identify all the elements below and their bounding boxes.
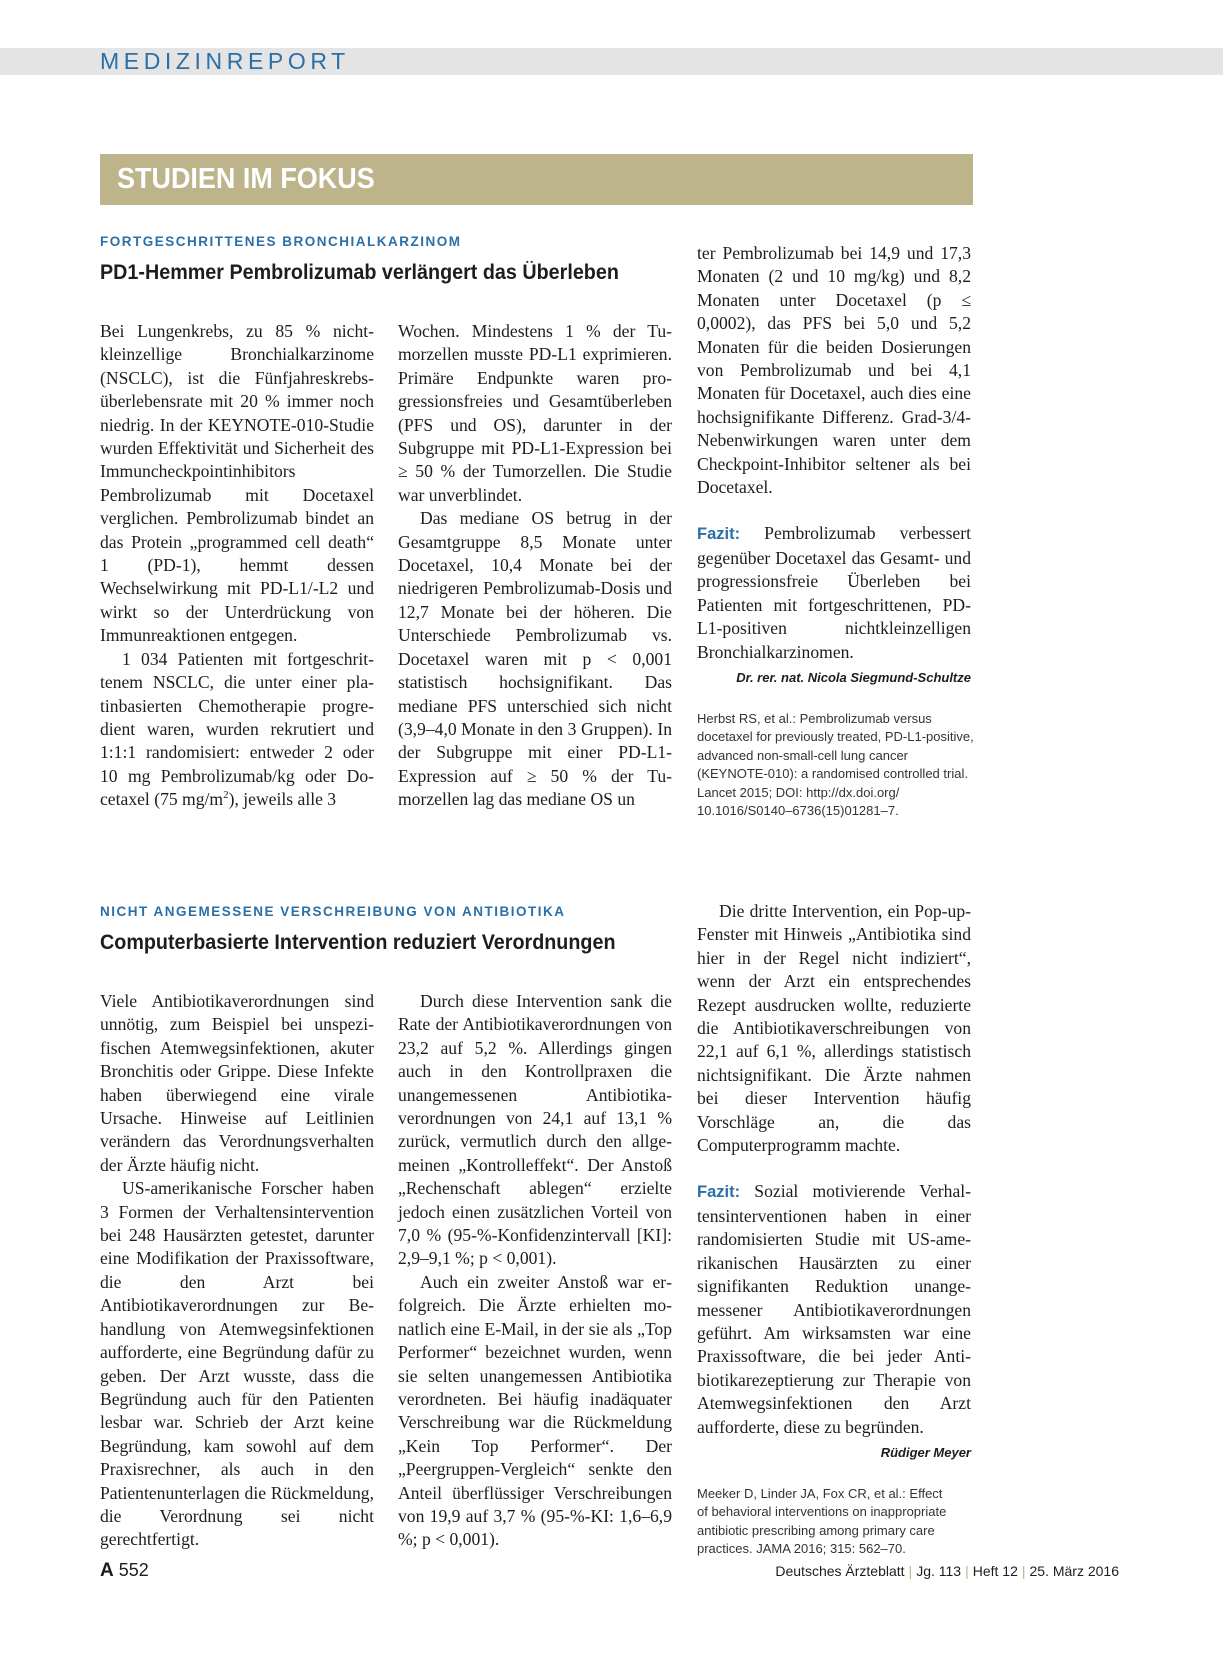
article1-paragraph: ter Pembrolizumab bei 14,9 und 17,3 Monaten (2 und 10 mg/kg) und 8,2 Monaten unter Docetaxel (p ≤ 0,0002), das PFS bei 5,0 und 5,2 Monaten für die beiden Dosierungen von Pembrolizumab und bei 4,1 Monaten für Docetaxel, auch dies eine hochsignifikante Differenz. Grad-3/4-Nebenwirkungen waren unter dem Checkpoint-Inhibitor seltener als bei Docetaxel. [697, 243, 971, 498]
superscript: 2 [223, 789, 229, 802]
page-prefix: A [100, 1560, 114, 1581]
article1-headline: PD1-Hemmer Pembrolizumab verlängert das Überleben [100, 261, 619, 284]
article2-paragraph: Auch ein zweiter Anstoß war erfolgreich. Die Ärzte erhielten monatlich eine E-Mail, in der sie als „Top Performer“ bezeichnet wurden, wenn sie selten unangemessen Antibiotika verordneten. Bei häufig inadäquater Verschreibung war die Rückmeldung „Kein Top Performer“. Der „Peergruppen-Vergleich“ senkte den Anteil überflüssiger Verschreibungen von 19,9 auf 3,7 % (95-%-KI: 1,6–6,9 %; p < 0,001). [398, 1271, 672, 1550]
article1-reference [697, 710, 974, 821]
reference-line: Lancet 2015; DOI: http://dx.doi.org/ [697, 784, 900, 800]
footer-separator: | [908, 1563, 913, 1579]
footer-separator: | [965, 1563, 969, 1579]
article2-kicker: NICHT ANGEMESSENE VERSCHREIBUNG VON ANTIBIOTIKA [100, 904, 566, 919]
article2-headline: Computerbasierte Intervention reduziert Verordnungen [100, 931, 616, 954]
reference-line: practices. JAMA 2016; 315: 562–70. [697, 1541, 906, 1557]
article1-column-1 [100, 320, 374, 812]
paragraph-text: 1 034 Patienten mit fortgeschrittenem NSCLC, die unter einer platinbasierten Chemotherapie progredient waren, wurden rekrutiert und 1:1:1 randomisiert: entweder 2 oder 10 mg Pembrolizumab/kg oder Docetaxel (75 mg/m [100, 648, 374, 810]
article2-paragraph: US-amerikanische Forscher haben 3 Formen der Verhaltensintervention bei 248 Hausärzten getestet, darunter eine Modifikation der Praxissoftware, die den Arzt bei Antibiotikaverordnungen zur Behandlung von Atemwegsinfektionen aufforderte, eine Begründung dafür zu geben. Der Arzt wusste, dass die Begründung auch für den Patienten lesbar war. Schrieb der Arzt keine Begründung, kam sowohl auf dem Praxisrechner, als auch in den Patientenunterlagen die Rückmeldung, die Verordnung sei nicht gerechtfertigt. [100, 1178, 374, 1550]
journal-date: 25. März 2016 [1029, 1563, 1119, 1579]
article2-reference [697, 1485, 971, 1559]
fazit-label: Fazit: [697, 525, 741, 544]
article2-paragraph: Durch diese Intervention sank die Rate der Antibiotikaverordnungen von 23,2 auf 5,2 %. Allerdings gingen auch in den Kontrollpraxen die unangemessenen Antibiotikaverordnungen von 24,1 auf 13,1 % zurück, vermutlich durch den allgemeinen „Kontrolleffekt“. Der Anstoß „Rechenschaft ablegen“ erzielte jedoch einen zusätzlichen Vorteil von 7,0 % (95-%-Konfidenzintervall [KI]: 2,9–9,1 %; p < 0,001). [398, 991, 672, 1269]
page-number-value: 552 [118, 1560, 149, 1580]
journal-volume: Jg. 113 [916, 1563, 962, 1579]
reference-line: advanced non-small-cell lung cancer [697, 747, 909, 763]
reference-line: docetaxel for previously treated, PD-L1-positive, [697, 729, 974, 745]
article1-paragraph: Wochen. Mindestens 1 % der Tumorzellen musste PD-L1 exprimieren. Primäre Endpunkte waren progressionsfreies und Gesamtüberleben (PFS und OS), darunter in der Subgruppe mit PD-L1-Expression bei ≥ 50 % der Tumorzellen. Die Studie war unverblindet. [398, 321, 672, 505]
article2-paragraph: Die dritte Intervention, ein Pop-up-Fenster mit Hinweis „Antibiotika sind hier in der Regel nicht indiziert“, wenn der Arzt ein entsprechendes Rezept ausdrucken wollte, reduzierte die Antibiotikaverschreibungen von 22,1 auf 6,1 %, allerdings statistisch nichtsignifikant. Die Ärzte nahmen bei dieser Intervention häufig Vorschläge an, die das Computerprogramm machte. [697, 901, 971, 1156]
article2-column-2 [398, 990, 672, 1552]
article2-author: Rüdiger Meyer [880, 1444, 971, 1460]
reference-line: Herbst RS, et al.: Pembrolizumab versus [697, 710, 932, 726]
article2-column-1 [100, 990, 374, 1552]
banner-title: STUDIEN IM FOKUS [117, 163, 375, 195]
article1-author: Dr. rer. nat. Nicola Siegmund-Schultze [736, 669, 971, 685]
section-label: MEDIZINREPORT [100, 48, 350, 74]
article1-paragraph: Das mediane OS betrug in der Gesamtgruppe 8,5 Monate unter Docetaxel, 10,4 Monate bei der niedrigeren Pembrolizumab-Dosis und 12,7 Monate bei der höheren. Die Unterschiede Pembrolizumab vs. Docetaxel waren mit p < 0,001 statistisch hochsignifikant. Das mediane PFS unterschied sich nicht (3,9–4,0 Monate in den 3 Gruppen). In der Subgruppe mit einer PD-L1-Expression auf ≥ 50 % der Tumorzellen lag das mediane OS un [398, 508, 672, 810]
article1-paragraph: Bei Lungenkrebs, zu 85 % nichtkleinzellige Bronchialkarzinome (NSCLC), ist die Fünfjahreskrebsüberlebensrate mit 20 % immer noch niedrig. In der KEYNOTE-010-Studie wurden Effektivität und Sicherheit des Immuncheckpointinhibitors Pembrolizumab mit Docetaxel verglichen. Pembrolizumab bindet an das Protein „programmed cell death“ 1 (PD-1), hemmt dessen Wechselwirkung mit PD-L1/-L2 und wirkt so der Unterdrückung von Immunreaktionen entgegen. [100, 321, 374, 646]
reference-line: 10.1016/S0140–6736(15)01281–7. [697, 803, 899, 819]
article2-column-3 [697, 900, 971, 1559]
reference-line: (KEYNOTE-010): a randomised controlled trial. [697, 766, 968, 782]
reference-line: of behavioral interventions on inappropriate [697, 1504, 947, 1520]
fazit-text: Pembrolizumab verbessert gegenüber Docetaxel das Gesamt- und progressionsfreie Überleben bei Patienten mit fortgeschrittenen, PD-L1-positiven nichtkleinzelligen Bronchialkarzinomen. [697, 523, 971, 662]
page-number [100, 1560, 149, 1582]
fazit-label: Fazit: [697, 1183, 741, 1202]
article1-column-3 [697, 242, 974, 821]
journal-issue: Heft 12 [972, 1563, 1018, 1579]
footer-separator: | [1021, 1563, 1026, 1579]
article1-paragraph [100, 648, 374, 812]
journal-name: Deutsches Ärzteblatt [775, 1563, 905, 1579]
fazit-text: Sozial motivierende Verhaltensinterventionen haben in einer randomisierten Studie mit US-amerikanischen Hausärzten zu einer signifikanten Reduktion unangemessener Antibiotikaverordnungen geführt. Am wirksamsten war eine Praxissoftware, die bei jeder Antibiotikarezeptierung zur Therapie von Atemwegsinfektionen den Arzt aufforderte, diese zu begründen. [697, 1181, 971, 1437]
reference-line: antibiotic prescribing among primary care [697, 1522, 935, 1538]
article2-fazit [697, 1180, 971, 1438]
article1-column-2 [398, 320, 672, 812]
journal-footer [775, 1563, 1119, 1579]
paragraph-text: ), jeweils alle 3 [228, 789, 337, 810]
article1-kicker: FORTGESCHRITTENES BRONCHIALKARZINOM [100, 234, 462, 249]
article1-fazit [697, 522, 971, 663]
reference-line: Meeker D, Linder JA, Fox CR, et al.: Effect [697, 1485, 943, 1501]
article2-paragraph: Viele Antibiotikaverordnungen sind unnötig, zum Beispiel bei unspezifischen Atemwegsinfektionen, akuter Bronchitis oder Grippe. Diese Infekte haben überwiegend eine virale Ursache. Hinweise auf Leitlinien verändern das Verordnungsverhalten der Ärzte häufig nicht. [100, 991, 374, 1175]
